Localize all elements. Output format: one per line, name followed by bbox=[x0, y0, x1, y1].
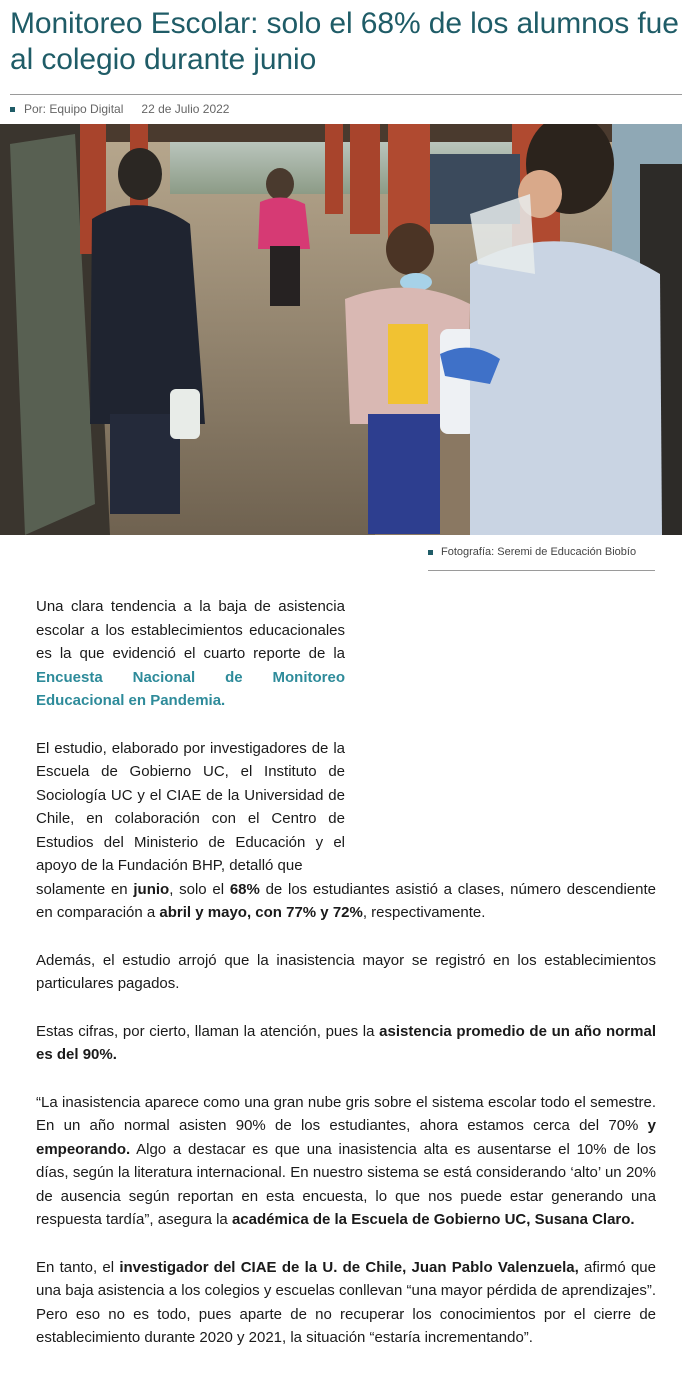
paragraph-1: Una clara tendencia a la baja de asistencia escolar a los establecimientos educacionales es la que evidenció el cuarto reporte de la Encuesta Nacional de Monitoreo Educacional en Pandemia. bbox=[36, 598, 345, 709]
paragraph-3: Además, el estudio arrojó que la inasistencia mayor se registró en los establecimientos particulares pagados. bbox=[36, 951, 656, 992]
article-title: Monitoreo Escolar: solo el 68% de los alumnos fue al colegio durante junio bbox=[10, 7, 679, 76]
publish-date: 22 de Julio 2022 bbox=[141, 102, 230, 116]
article-byline bbox=[10, 94, 682, 123]
article-photo bbox=[0, 124, 682, 535]
paragraph-5: “La inasistencia aparece como una gran nube gris sobre el sistema escolar todo el semestre. En un año normal asisten 90% de los estudiantes, ahora estamos cerca del 70% y empeorando. Algo a destacar es que una inasistencia alta es ausentarse el 10% de los días, según la literatura internacional. En nuestro sistema se está considerando ‘alto’ un 20% de ausencia según reportan en esta encuesta, lo que nos puede estar generando una respuesta tardía”, asegura la académica de la Escuela de Gobierno UC, Susana Claro. bbox=[36, 1093, 656, 1228]
author: Por: Equipo Digital bbox=[24, 102, 124, 116]
survey-link[interactable]: Encuesta Nacional de Monitoreo Educacional en Pandemia. bbox=[36, 668, 345, 709]
paragraph-4: Estas cifras, por cierto, llaman la atención, pues la asistencia promedio de un año normal es del 90%. bbox=[36, 1022, 656, 1063]
paragraph-2-wrapped: El estudio, elaborado por investigadores de la Escuela de Gobierno UC, el Instituto de Sociología UC y el CIAE de la Universidad de Chile, en colaboración con el Centro de Estudios del Ministerio de Educación y el apoyo de la Fundación BHP, detalló que bbox=[36, 739, 345, 874]
bullet-square-icon bbox=[10, 107, 15, 112]
bullet-square-icon bbox=[428, 550, 433, 555]
paragraph-2-continued: solamente en junio, solo el 68% de los estudiantes asistió a clases, número descendiente en comparación a abril y mayo, con 77% y 72%, respectivamente. bbox=[36, 880, 657, 921]
photo-caption bbox=[428, 546, 655, 571]
paragraph-2 bbox=[36, 737, 656, 878]
article-body bbox=[36, 595, 656, 1374]
photo-caption-text: Fotografía: Seremi de Educación Biobío bbox=[441, 546, 637, 558]
paragraph-6: En tanto, el investigador del CIAE de la U. de Chile, Juan Pablo Valenzuela, afirmó que una baja asistencia a los colegios y escuelas conllevan “una mayor pérdida de aprendizajes”. Pero eso no es todo, pues aparte de no recuperar los conocimientos por el cierre de establecimiento durante 2020 y 2021, la situación “estaría incrementando”. bbox=[36, 1258, 656, 1346]
